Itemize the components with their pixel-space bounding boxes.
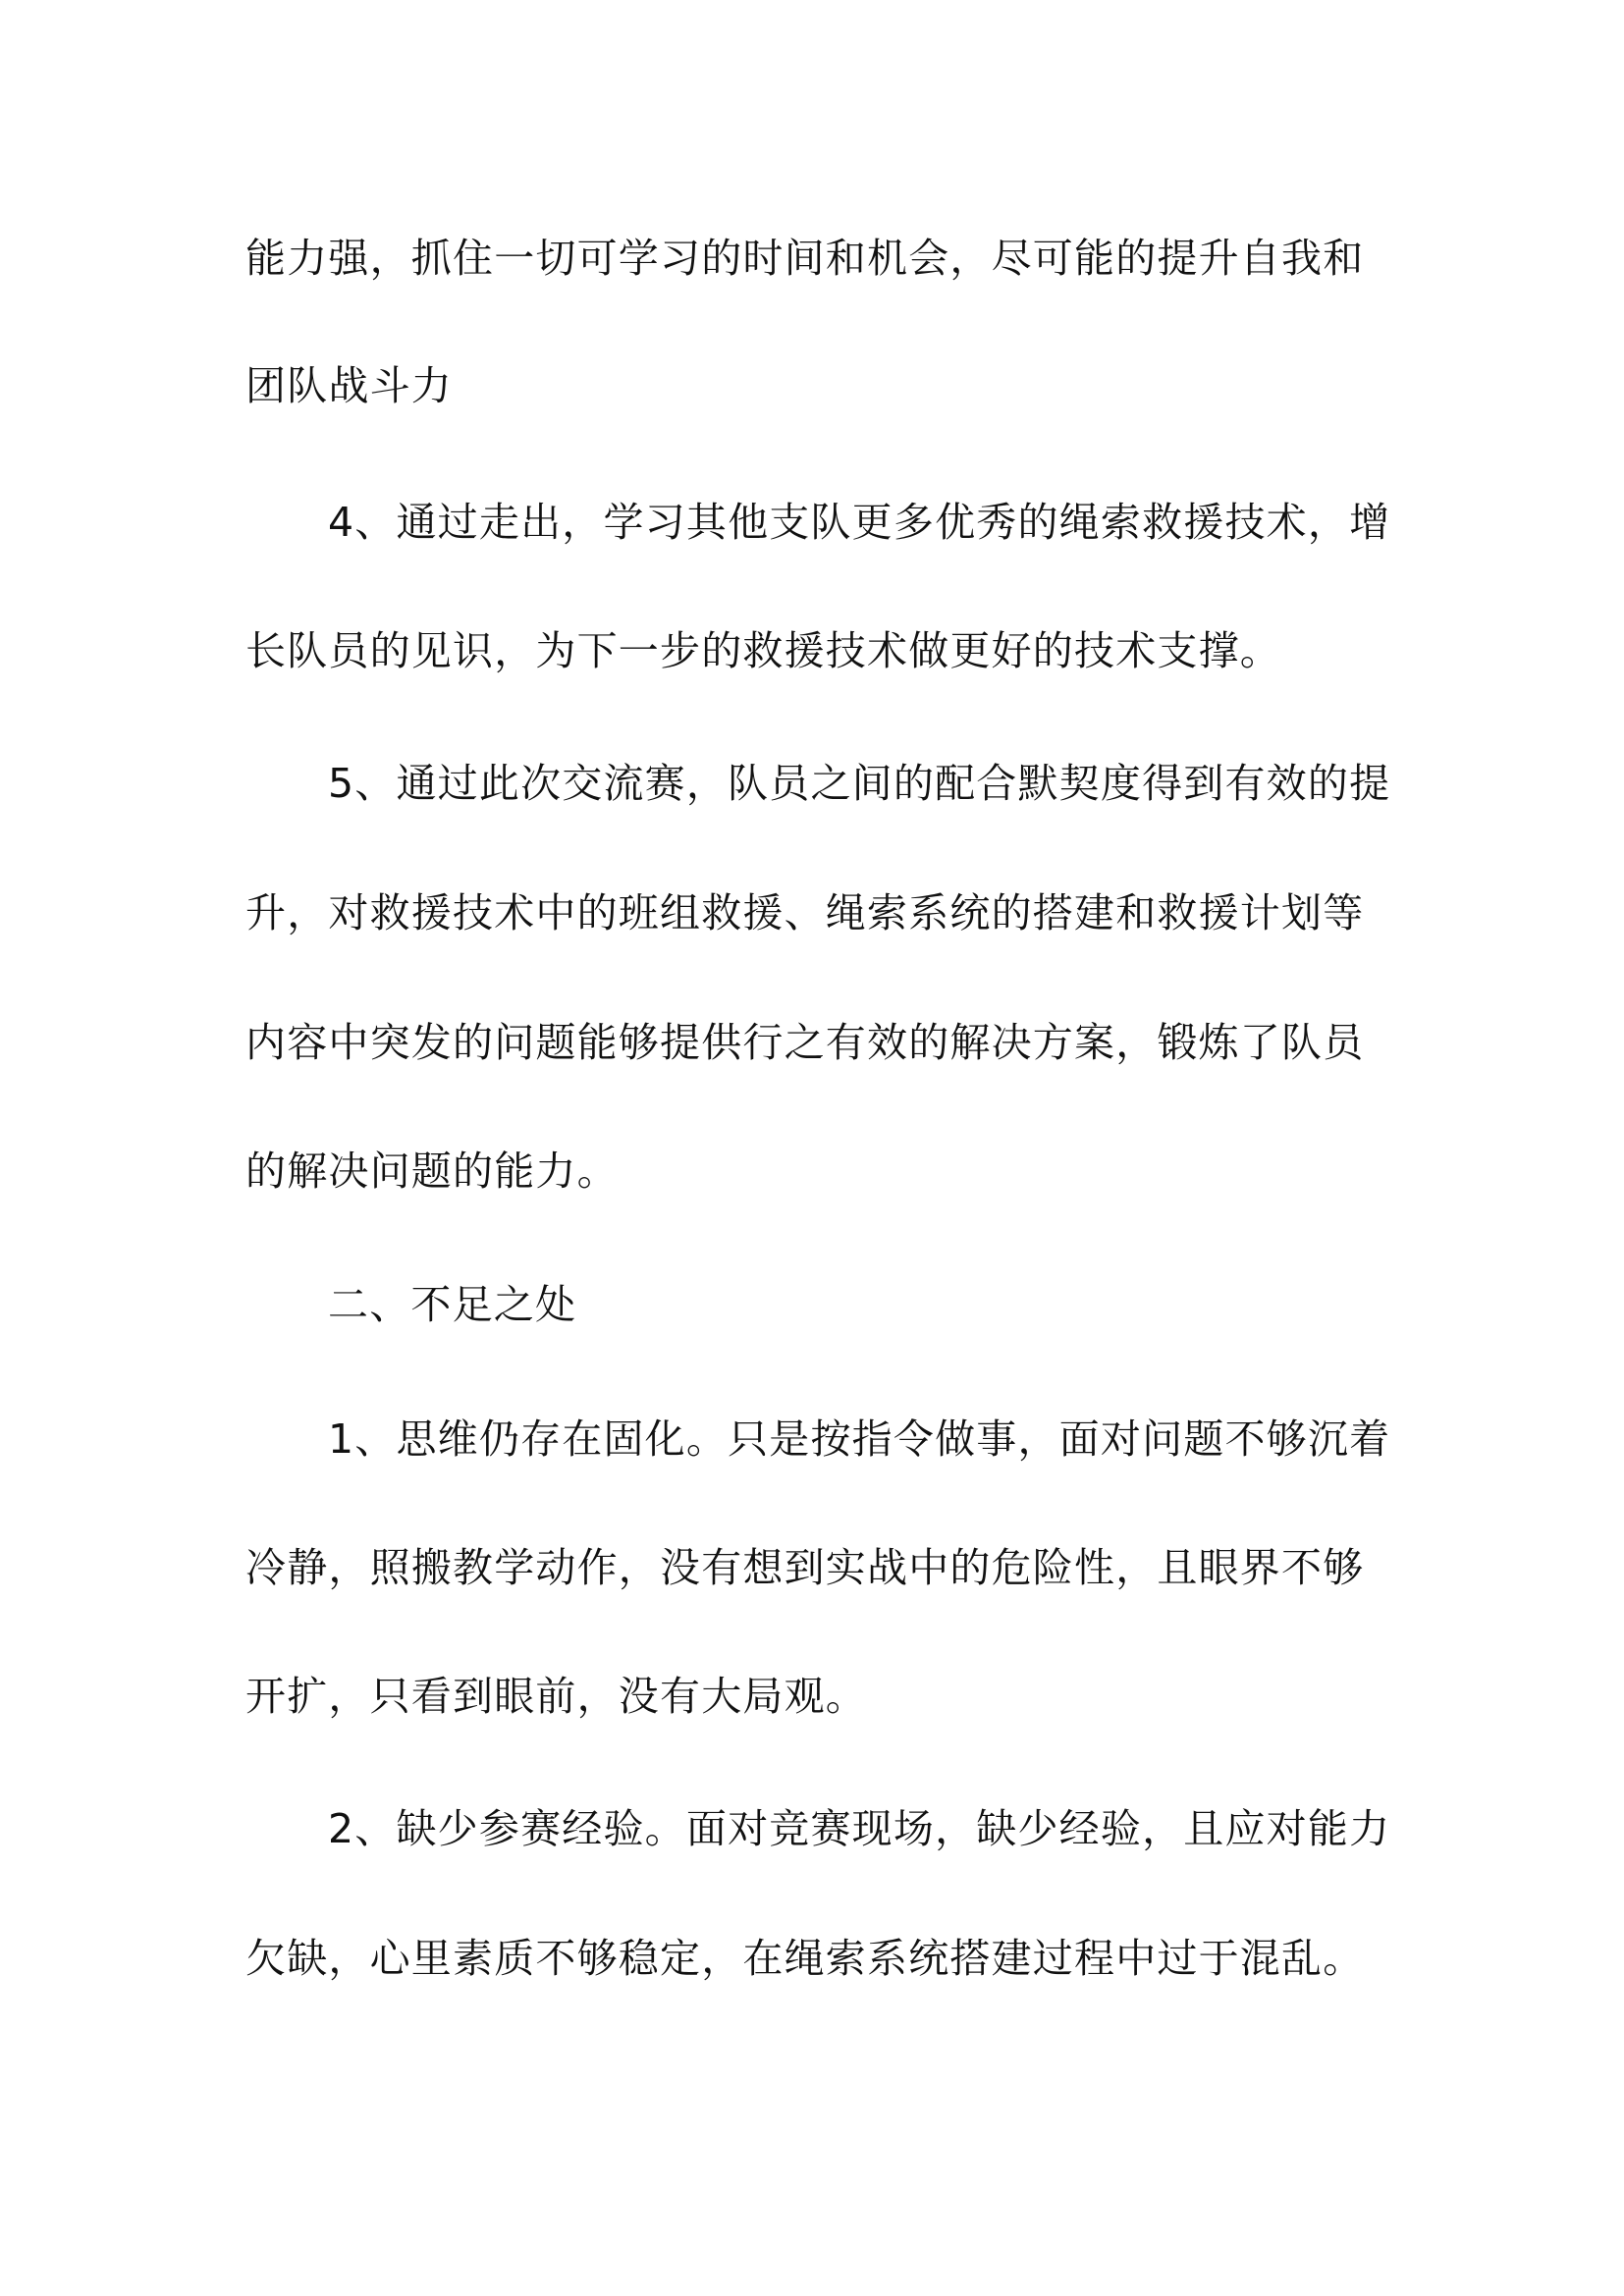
text-line-4: 长队员的见识，为下一步的救援技术做更好的技术支撑。 [245, 627, 1281, 674]
text-line-14: 欠缺，心里素质不够稳定，在绳索系统搭建过程中过于混乱。 [245, 1935, 1365, 1982]
text-line-10: 1、思维仍存在固化。只是按指令做事，面对问题不够沉着 [328, 1415, 1391, 1463]
text-line-6: 升，对救援技术中的班组救援、绳索系统的搭建和救援计划等 [245, 889, 1365, 936]
text-line-5: 5、通过此次交流赛，队员之间的配合默契度得到有效的提 [328, 760, 1391, 807]
text-line-13: 2、缺少参赛经验。面对竞赛现场，缺少经验，且应对能力 [328, 1805, 1391, 1852]
text-line-2: 团队战斗力 [245, 362, 453, 409]
text-line-3: 4、通过走出，学习其他支队更多优秀的绳索救援技术，增 [328, 499, 1391, 546]
text-line-7: 内容中突发的问题能够提供行之有效的解决方案，锻炼了队员 [245, 1019, 1365, 1066]
section-heading: 二、不足之处 [328, 1281, 577, 1328]
text-line-12: 开扩，只看到眼前，没有大局观。 [245, 1673, 867, 1720]
text-line-8: 的解决问题的能力。 [245, 1148, 619, 1195]
text-line-11: 冷静，照搬教学动作，没有想到实战中的危险性，且眼界不够 [245, 1544, 1365, 1591]
text-line-1: 能力强，抓住一切可学习的时间和机会，尽可能的提升自我和 [245, 235, 1365, 282]
